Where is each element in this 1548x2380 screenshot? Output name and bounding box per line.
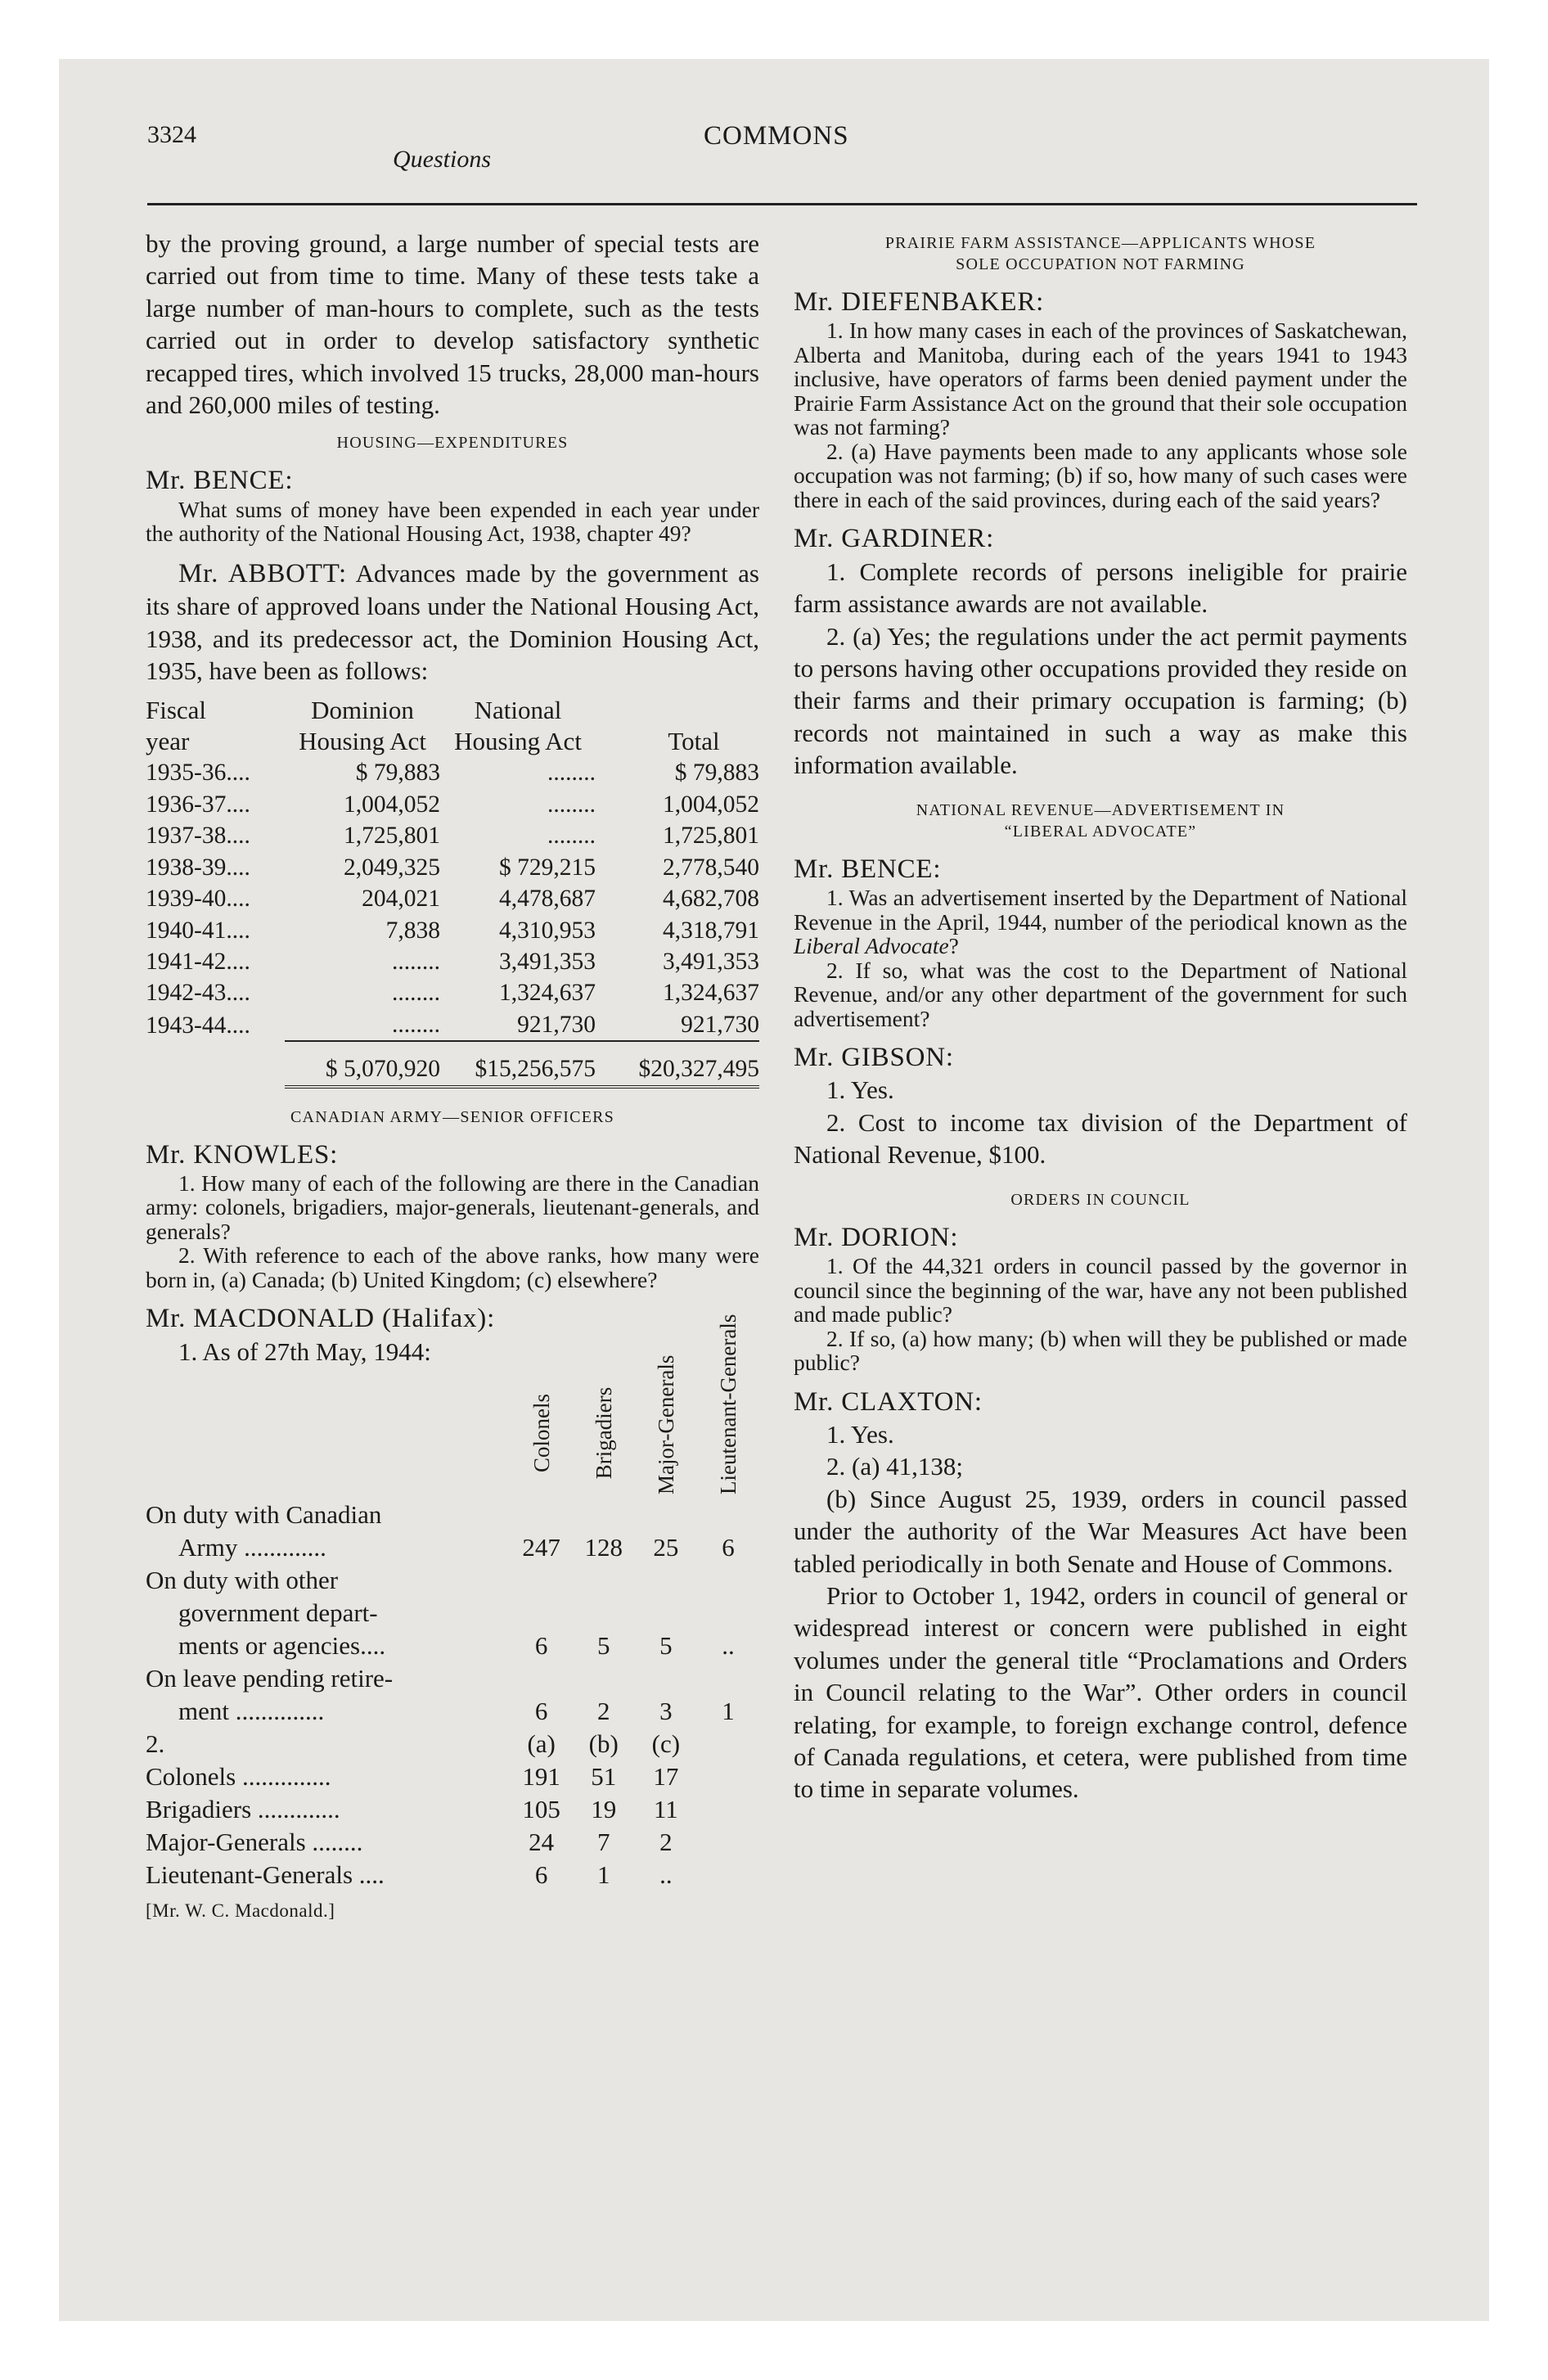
amount-cell: 4,478,687 (499, 886, 596, 913)
table-row (146, 820, 759, 851)
section-heading-army: CANADIAN ARMY—SENIOR OFFICERS (290, 1107, 614, 1126)
rank-label: Lieutenant-Generals .... (146, 1860, 385, 1890)
table-row (146, 1826, 759, 1859)
speaker-macdonald: Mr. MACDONALD (Halifax): (146, 1304, 496, 1334)
officer-count-cell (573, 1564, 635, 1597)
officer-count-cell (635, 1499, 697, 1531)
birthplace-count-cell: 6 (534, 1860, 548, 1890)
officer-count-cell: 2 (597, 1697, 610, 1726)
officer-count-cell (697, 1597, 759, 1629)
tires-paragraph: by the proving ground, a large number of special tests are carried out from time to time. Many of these tests take a large number of man-hours to complete, such as the tests carried out in order to develop satisfactory synthetic recapped tires, which involved 15 trucks, 28,000 man-hours and 260,000 miles of testing. (146, 229, 759, 420)
amount-cell: $ 729,215 (499, 854, 596, 881)
fiscal-year-cell: 1942-43.... (146, 980, 250, 1007)
officer-count-cell: 5 (659, 1631, 673, 1661)
amount-cell: 4,682,708 (663, 886, 759, 913)
amount-cell: $ 79,883 (355, 760, 440, 787)
duty-label: On leave pending retire- (146, 1664, 394, 1693)
officer-count-cell (635, 1662, 697, 1695)
table-row (146, 883, 759, 914)
officer-count-cell: 6 (722, 1533, 735, 1562)
amount-cell: 3,491,353 (663, 948, 759, 975)
column-header-major-generals: Major-Generals (653, 1355, 678, 1495)
amount-cell: 4,310,953 (499, 917, 596, 944)
page-number: 3324 (147, 121, 196, 148)
section-heading-housing: HOUSING—EXPENDITURES (336, 434, 569, 453)
officer-count-cell (697, 1499, 759, 1531)
table-row (146, 1760, 759, 1793)
duty-label: government depart- (178, 1598, 378, 1628)
officer-count-cell (573, 1499, 635, 1531)
column-header-colonels: Colonels (529, 1394, 554, 1473)
officer-count-cell (511, 1597, 573, 1629)
table-header: year (146, 727, 190, 756)
table-header: Housing Act (454, 727, 582, 756)
duty-label: ment .............. (178, 1697, 325, 1726)
section-heading-orders: ORDERS IN COUNCIL (1010, 1190, 1190, 1209)
diefenbaker-question-2: 2. (a) Have payments been made to any applicants whose sole occupation was not farming; (b) if so, how many of such cases were there in each of the said provinces, during each of the said years? (794, 438, 1407, 512)
amount-cell: 3,491,353 (499, 948, 596, 975)
section-heading-prairie: PRAIRIE FARM ASSISTANCE—APPLICANTS WHOSE SOLE OCCUPATION NOT FARMING (884, 234, 1316, 273)
claxton-answer-1: 1. Yes. (826, 1420, 894, 1449)
fiscal-year-cell: 1938-39.... (146, 854, 250, 881)
housing-expenditure-table (146, 695, 759, 1088)
table-header (596, 695, 759, 726)
periodical-title: Liberal Advocate (794, 933, 949, 959)
left-column (146, 228, 759, 1927)
birthplace-count-cell: 17 (653, 1762, 679, 1792)
speaker-gardiner: Mr. GARDINER: (794, 524, 995, 554)
fiscal-year-cell: 1943-44.... (146, 1012, 250, 1039)
officer-count-cell (511, 1564, 573, 1597)
fiscal-year-cell: 1939-40.... (146, 886, 250, 913)
officer-count-cell: 128 (584, 1533, 623, 1562)
fiscal-year-cell: 1937-38.... (146, 823, 250, 850)
part2-col-c: (c) (651, 1729, 681, 1759)
total-dominion: $ 5,070,920 (285, 1041, 440, 1086)
table-row (146, 1564, 759, 1597)
column-header-brigadiers: Brigadiers (591, 1387, 616, 1480)
table-row (146, 1859, 759, 1891)
section-heading-revenue: NATIONAL REVENUE—ADVERTISEMENT IN “LIBERAL ADVOCATE” (916, 800, 1285, 841)
rank-label: Major-Generals ........ (146, 1828, 363, 1857)
amount-cell: 2,049,325 (344, 854, 440, 881)
amount-cell: 1,324,637 (663, 980, 759, 1007)
amount-cell: ........ (392, 1011, 440, 1038)
officer-count-cell (697, 1564, 759, 1597)
table-row (146, 1499, 759, 1531)
amount-cell: 7,838 (385, 917, 440, 944)
knowles-question-2: 2. With reference to each of the above ranks, how many were born in, (a) Canada; (b) United Kingdom; (c) elsewhere? (146, 1242, 759, 1292)
table-row (146, 946, 759, 977)
claxton-answer-prior: Prior to October 1, 1942, orders in council of general or widespread interest or concern were published in eight volumes under the general title “Proclamations and Orders in Council relating to the War”. Other orders in council relating, for example, to foreign exchange control, defence of Canada regulations, et cetera, were published from time to time in separate volumes. (794, 1581, 1407, 1804)
abbott-answer-text: Advances made by the government as its share of approved loans under the National Housing Act, 1938, and its predecessor act, the Dominion Housing Act, 1935, have been as follows: (146, 558, 759, 686)
officer-count-cell (511, 1499, 573, 1531)
gibson-answer-2: 2. Cost to income tax division of the Department of National Revenue, $100. (794, 1107, 1407, 1170)
table-row (146, 1629, 759, 1662)
right-column (794, 228, 1407, 1805)
part2-col-a: (a) (527, 1729, 556, 1759)
amount-cell: ........ (392, 948, 440, 975)
total-national: $15,256,575 (440, 1041, 596, 1086)
amount-cell: 921,730 (681, 1011, 759, 1038)
fiscal-year-cell: 1935-36.... (146, 760, 250, 787)
fiscal-year-cell: 1940-41.... (146, 917, 250, 944)
speaker-bence: Mr. BENCE: (146, 466, 294, 496)
duty-label: ments or agencies.... (178, 1631, 386, 1661)
fiscal-year-cell: 1936-37.... (146, 791, 250, 818)
table-header: Total (668, 727, 720, 756)
officer-count-cell: 247 (522, 1533, 560, 1562)
rank-label: Brigadiers ............. (146, 1795, 340, 1824)
abbott-answer (146, 557, 759, 687)
table-row (146, 1009, 759, 1041)
amount-cell: ........ (547, 823, 596, 850)
fiscal-year-cell: 1941-42.... (146, 948, 250, 975)
duty-label: Army ............. (178, 1533, 326, 1562)
amount-cell: ........ (392, 980, 440, 1007)
header-rule (147, 203, 1417, 205)
birthplace-count-cell: 105 (522, 1795, 560, 1824)
table-row (146, 977, 759, 1008)
officer-count-cell: .. (722, 1631, 735, 1661)
officer-count-cell: 3 (659, 1697, 673, 1726)
amount-cell: 4,318,791 (663, 917, 759, 944)
amount-cell: $ 79,883 (674, 760, 759, 787)
part2-col-b: (b) (588, 1729, 619, 1759)
speaker-claxton: Mr. CLAXTON: (794, 1386, 983, 1417)
officer-count-cell (697, 1662, 759, 1695)
officer-count-cell (635, 1597, 697, 1629)
officer-count-cell: 5 (597, 1631, 610, 1661)
bence-question-advertisement: 1. Was an advertisement inserted by the Department of National Revenue in the April, 1944, number of the periodical known as the Liberal Advocate? (794, 885, 1407, 959)
amount-cell: 204,021 (362, 886, 440, 913)
amount-cell: 1,004,052 (663, 791, 759, 818)
amount-cell: 1,004,052 (344, 791, 440, 818)
claxton-answer-2: 2. (a) 41,138; (826, 1452, 964, 1481)
amount-cell: 1,725,801 (663, 823, 759, 850)
running-title: Questions (393, 146, 491, 173)
amount-cell: 2,778,540 (663, 854, 759, 881)
amount-cell: ........ (547, 791, 596, 818)
table-row (146, 789, 759, 820)
claxton-answer-2b: (b) Since August 25, 1939, orders in council passed under the authority of the War Measures Act have been tabled periodically in both Senate and House of Commons. (794, 1484, 1407, 1578)
bence-question-cost: 2. If so, what was the cost to the Department of National Revenue, and/or any other department of the government for such advertisement? (794, 957, 1407, 1031)
birthplace-count-cell: 7 (597, 1828, 610, 1857)
bence-question: What sums of money have been expended in each year under the authority of the National Housing Act, 1938, chapter 49? (146, 496, 759, 547)
signature-note: [Mr. W. C. Macdonald.] (146, 1900, 335, 1922)
speaker-abbott: Mr. ABBOTT: (178, 558, 348, 588)
officer-count-cell (511, 1662, 573, 1695)
table-row (146, 1793, 759, 1826)
gibson-answer-1: 1. Yes. (826, 1075, 894, 1105)
duty-label: On duty with Canadian (146, 1500, 382, 1530)
officer-count-cell: 25 (653, 1533, 679, 1562)
total-all: $20,327,495 (596, 1041, 759, 1086)
speaker-knowles: Mr. KNOWLES: (146, 1139, 339, 1170)
amount-cell: 1,324,637 (499, 980, 596, 1007)
birthplace-count-cell: .. (659, 1860, 673, 1890)
table-row (146, 1662, 759, 1695)
officer-count-cell: 6 (534, 1631, 548, 1661)
table-row (146, 1597, 759, 1629)
gardiner-answer-1: 1. Complete records of persons ineligible for prairie farm assistance awards are not available. (794, 557, 1407, 619)
chamber-title: COMMONS (704, 121, 849, 151)
officer-count-cell: 1 (722, 1697, 735, 1726)
gardiner-answer-2: 2. (a) Yes; the regulations under the act permit payments to persons having other occupations provided they reside on their farms and their primary occupation is farming; (b) records not maintained in such a way as make this information available. (794, 621, 1407, 780)
table-row (146, 915, 759, 946)
table-row (146, 1695, 759, 1728)
table-row (146, 1531, 759, 1564)
running-header (147, 121, 1417, 173)
officer-count-cell: 6 (534, 1697, 548, 1726)
duty-label: On duty with other (146, 1566, 339, 1595)
table-header: National (474, 696, 562, 725)
officer-count-cell (573, 1662, 635, 1695)
speaker-diefenbaker: Mr. DIEFENBAKER: (794, 287, 1045, 317)
amount-cell: 1,725,801 (344, 823, 440, 850)
table-row (146, 757, 759, 788)
rank-label: Colonels .............. (146, 1762, 331, 1792)
birthplace-count-cell: 51 (591, 1762, 617, 1792)
officer-count-cell (635, 1564, 697, 1597)
part2-label: 2. (146, 1729, 165, 1759)
column-header-lieutenant-generals: Lieutenant-Generals (715, 1314, 740, 1495)
knowles-question-1: 1. How many of each of the following are there in the Canadian army: colonels, brigadiers, major-generals, lieutenant-generals, and generals? (146, 1170, 759, 1244)
amount-cell: 921,730 (517, 1011, 596, 1038)
speaker-dorion: Mr. DORION: (794, 1222, 959, 1252)
speaker-gibson: Mr. GIBSON: (794, 1043, 954, 1073)
dorion-question-2: 2. If so, (a) how many; (b) when will they be published or made public? (794, 1325, 1407, 1376)
table-header: Fiscal (146, 696, 207, 725)
birthplace-count-cell: 11 (653, 1795, 678, 1824)
diefenbaker-question-1: 1. In how many cases in each of the provinces of Saskatchewan, Alberta and Manitoba, during each of the years 1941 to 1943 inclusive, have operators of farms been denied payment under the Prairie Farm Assistance Act on the ground that their sole occupation was not farming? (794, 318, 1407, 440)
birthplace-count-cell: 191 (522, 1762, 560, 1792)
table-header: Housing Act (299, 727, 426, 756)
birthplace-count-cell: 19 (591, 1795, 617, 1824)
amount-cell: ........ (547, 760, 596, 787)
speaker-bence-2: Mr. BENCE: (794, 854, 942, 884)
birthplace-count-cell: 1 (597, 1860, 610, 1890)
dorion-question-1: 1. Of the 44,321 orders in council passed by the governor in council since the beginning of the war, have any not been published and made public? (794, 1253, 1407, 1327)
table-row (146, 852, 759, 883)
birthplace-count-cell: 2 (659, 1828, 673, 1857)
officer-count-cell (573, 1597, 635, 1629)
macdonald-intro: 1. As of 27th May, 1944: (178, 1336, 431, 1366)
table-header: Dominion (311, 696, 414, 725)
birthplace-count-cell: 24 (529, 1828, 555, 1857)
